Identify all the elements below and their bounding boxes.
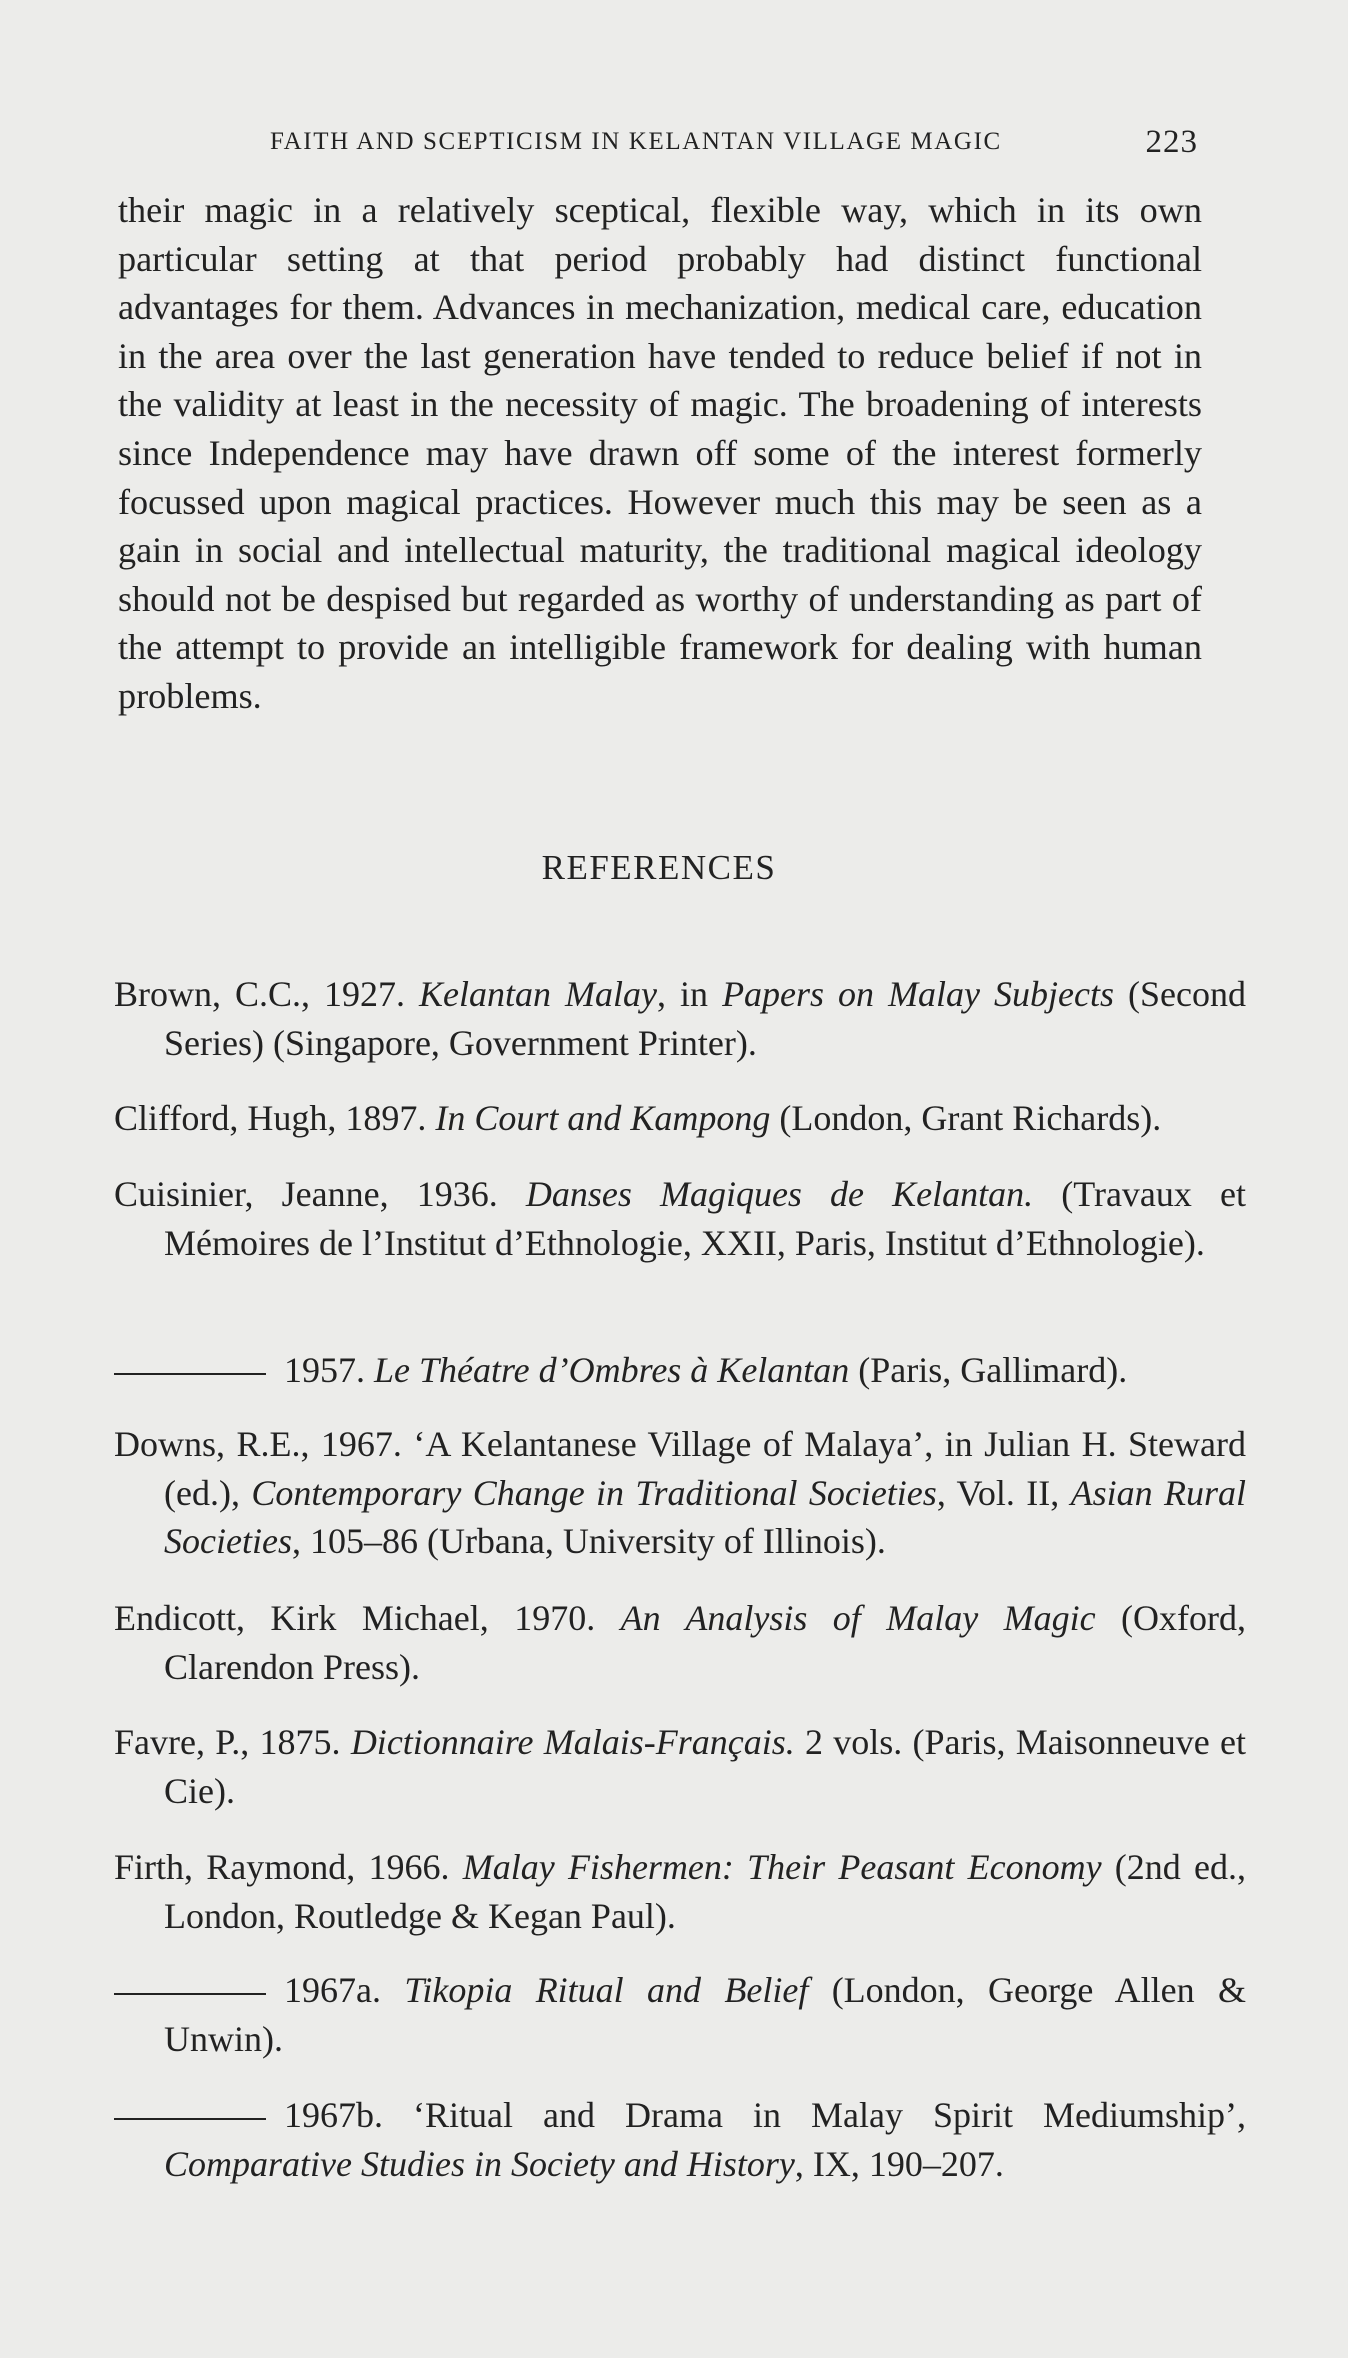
ditto-dash	[114, 1373, 266, 1375]
ref-text: Favre, P., 1875.	[114, 1722, 351, 1762]
ref-title: Kelantan Malay	[419, 974, 658, 1014]
ref-title: Le Théatre d’Ombres à Kelantan	[374, 1350, 850, 1390]
ref-title: An Analysis of Malay Magic	[620, 1598, 1096, 1638]
ref-text: Brown, C.C., 1927.	[114, 974, 420, 1014]
reference-entry-firth-1967a	[114, 1966, 1246, 2063]
ref-text: , IX, 190–207.	[794, 2143, 1004, 2184]
ref-text: , 105–86 (Urbana, University of Illinois).	[291, 1521, 886, 1561]
reference-entry-clifford	[114, 1094, 1246, 1143]
reference-entry-downs	[114, 1420, 1246, 1566]
ref-text: (Oxford, Clarendon Press).	[164, 1598, 1246, 1687]
ref-text: Endicott, Kirk Michael, 1970.	[114, 1598, 621, 1638]
ref-title: Danses Magiques de Kelantan.	[525, 1174, 1034, 1214]
ref-text: (Second Series) (Singapore, Government Printer).	[164, 974, 1246, 1063]
ref-title: Papers on Malay Subjects	[722, 974, 1115, 1014]
reference-entry-endicott	[114, 1594, 1246, 1691]
ref-title: In Court and Kampong	[435, 1098, 771, 1138]
reference-entry-favre	[114, 1718, 1246, 1815]
ref-text: , in	[657, 974, 723, 1014]
ref-text: 1957.	[284, 1350, 374, 1390]
ref-title: Malay Fishermen: Their Peasant Economy	[462, 1847, 1102, 1887]
ref-text: Cuisinier, Jeanne, 1936.	[114, 1174, 526, 1214]
page-number: 223	[1145, 124, 1198, 160]
ref-text: , Vol. II,	[936, 1472, 1071, 1513]
reference-entry-firth-1966	[114, 1843, 1246, 1940]
body-paragraph: their magic in a relatively sceptical, flexible way, which in its own particular setting at that period probably had distinct functional advantages for them. Advances in mechanization, medical care, education in the area over the last generation have tended to reduce belief if not in the validity at least in the necessity of magic. The broadening of interests since Independence may have drawn off some of the interest formerly focussed upon magical practices. However much this may be seen as a gain in social and intellectual maturity, the traditional magical ideology should not be despised but regarded as worthy of understanding as part of the attempt to provide an intelligible framework for dealing with human problems.	[118, 190, 1202, 716]
ref-text: (Travaux et Mémoires de l’Institut d’Ethnologie, XXII, Paris, Institut d’Ethnologie).	[164, 1174, 1247, 1263]
ref-text: (2nd ed., London, Routledge & Kegan Paul).	[164, 1847, 1247, 1936]
ditto-dash	[114, 2118, 266, 2120]
ref-text: Firth, Raymond, 1966.	[114, 1847, 463, 1887]
reference-entry-cuisinier-1957	[114, 1346, 1246, 1395]
ref-text: (Paris, Gallimard).	[849, 1350, 1128, 1390]
ref-text: Clifford, Hugh, 1897.	[114, 1098, 436, 1138]
ref-text: 2 vols. (Paris, Maisonneuve et Cie).	[164, 1722, 1246, 1811]
ref-text: (London, George Allen & Unwin).	[164, 1970, 1246, 2059]
reference-entry-cuisinier	[114, 1170, 1246, 1267]
ref-title: Asian Rural Societies	[164, 1472, 1247, 1561]
ref-text: 1967b. ‘Ritual and Drama in Malay Spirit Mediumship’,	[284, 2095, 1246, 2135]
ref-title: Comparative Studies in Society and History	[164, 2143, 795, 2184]
reference-entry-brown	[114, 970, 1246, 1067]
ditto-dash	[114, 1993, 266, 1995]
running-head	[270, 124, 1198, 168]
ref-text: (London, Grant Richards).	[770, 1098, 1162, 1138]
references-heading: REFERENCES	[541, 848, 777, 887]
ref-text: 1967a.	[284, 1970, 405, 2010]
running-head-title: FAITH AND SCEPTICISM IN KELANTAN VILLAGE MAGIC	[270, 128, 1002, 155]
reference-entry-firth-1967b	[114, 2091, 1246, 2188]
ref-text: Downs, R.E., 1967. ‘A Kelantanese Village of Malaya’, in Julian H. Steward (ed.),	[114, 1424, 1246, 1513]
ref-title: Dictionnaire Malais-Français.	[350, 1722, 795, 1762]
ref-title: Contemporary Change in Traditional Societies	[251, 1472, 937, 1513]
ref-title: Tikopia Ritual and Belief	[404, 1970, 809, 2010]
